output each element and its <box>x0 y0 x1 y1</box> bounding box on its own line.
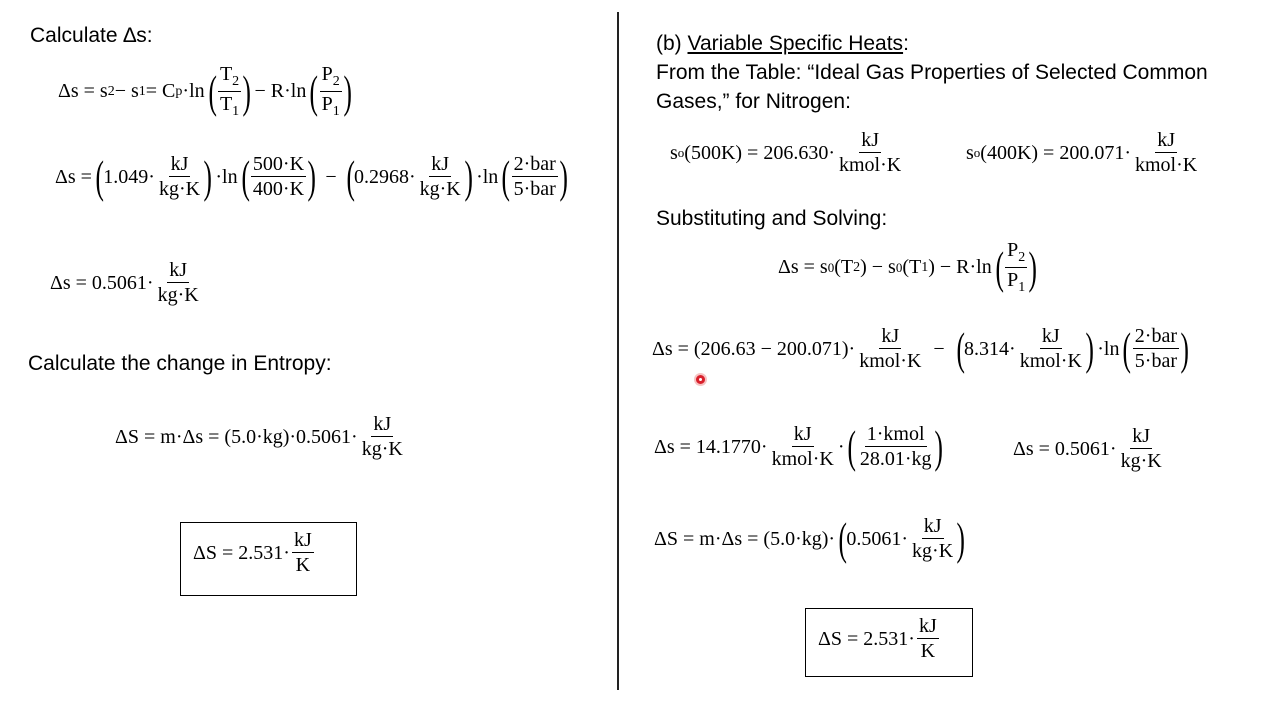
heading-variable-specific-heats: (b) Variable Specific Heats: <box>656 32 909 55</box>
equation-total-entropy: ΔS = m·Δs = (5.0·kg)·0.5061· $\frac{kJ}{kg\cdot K}$ <box>115 413 403 460</box>
equation-s400: s o (400K) = 200.071· $\frac{kJ}{\text{kmol·K}}$ <box>966 129 1198 176</box>
equation-ds-result: Δs = 0.5061· $\frac{kJ}{kg\cdot K}$ <box>50 259 199 306</box>
equation-ds-substituted: Δs = (206.63 − 200.071)· $\frac{kJ}{\text{kmol·K}}$ − ( 8.314· $\frac{kJ}{\text{kmol·K}}$ ) ·ln ( $\frac{\text{2·bar}}{\text{5·bar}}$ ) <box>652 323 1189 374</box>
column-divider <box>617 12 619 690</box>
heading-substituting-solving: Substituting and Solving: <box>656 207 888 230</box>
equation-ds-substitution: Δs = ( 1.049· $\frac{kJ}{kg\cdot K}$ ) ·ln ( $\frac{500\cdot K}{400\cdot K}$ ) − ( 0.2968· $\frac{kJ}{kg\cdot K}$ ) ·ln ( $\frac{\text{2·bar}}{\text{5·bar}}$ ) <box>55 151 568 202</box>
equation-total-entropy-right: ΔS = m·Δs = (5.0·kg)· ( 0.5061· $\frac{kJ}{kg\cdot K}$ ) <box>654 513 966 564</box>
equation-ds-variable: Δs = s 0 (T 2 ) − s 0 (T 1 ) − R·ln ( $\frac{P_2}{P_1}$ ) <box>778 239 1038 295</box>
heading-change-in-entropy: Calculate the change in Entropy: <box>28 352 332 375</box>
result-total-entropy-right: ΔS = 2.531· $\frac{kJ}{K}$ <box>818 615 937 662</box>
cursor-pointer-dot <box>696 375 705 384</box>
equation-ds-molar-conversion: Δs = 14.1770· $\frac{kJ}{\text{kmol·K}}$ · ( $\frac{\text{1·kmol}}{28.01\cdot kg}$ ) <box>654 421 944 472</box>
result-total-entropy-left: ΔS = 2.531· $\frac{kJ}{K}$ <box>193 529 312 576</box>
table-reference-line-2: Gases,” for Nitrogen: <box>656 90 851 113</box>
heading-calculate-ds: Calculate ∆s: <box>30 24 153 47</box>
equation-s500: s o (500K) = 206.630· $\frac{kJ}{\text{kmol·K}}$ <box>670 129 902 176</box>
table-reference-line: From the Table: “Ideal Gas Properties of Selected Common <box>656 61 1208 84</box>
equation-entropy-definition: Δs = s 2 − s 1 = C p ·ln ( $\frac{T_2}{T_1}$ ) − R·ln ( $\frac{P_2}{P_1}$ ) <box>58 63 352 119</box>
equation-ds-result-right: Δs = 0.5061· $\frac{kJ}{kg\cdot K}$ <box>1013 425 1162 472</box>
